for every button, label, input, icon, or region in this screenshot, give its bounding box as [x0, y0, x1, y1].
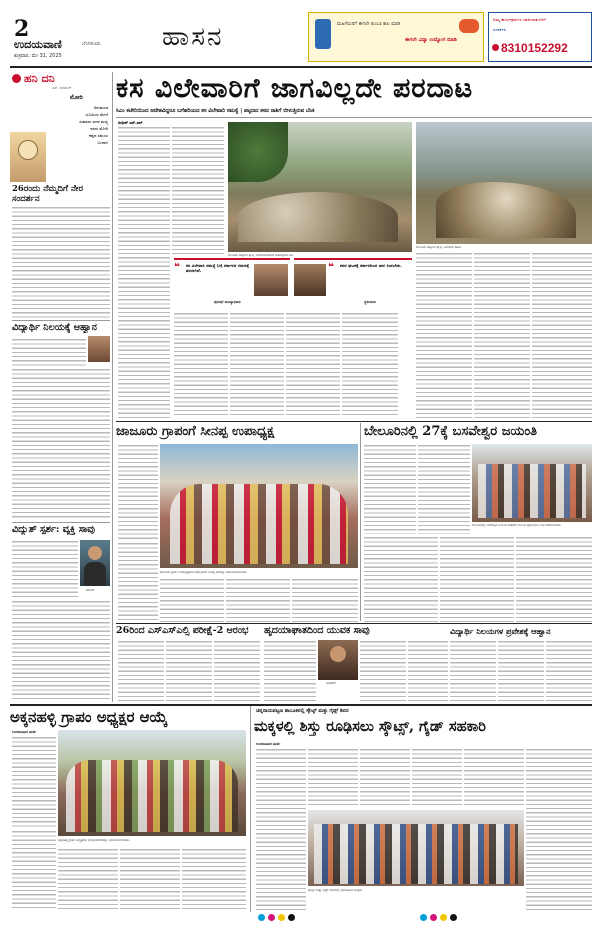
- quote-box-right: [294, 258, 412, 308]
- mid-story-1-body-b: [118, 542, 158, 622]
- lead-body-col-3: [118, 256, 170, 418]
- lead-body-col-9: [474, 252, 530, 418]
- rule: [12, 320, 110, 321]
- masthead-rule: [10, 66, 592, 68]
- bottom-story-2-body-a: [256, 748, 306, 910]
- mid-divider: [360, 423, 361, 621]
- ad2-line-2: ಸಂಪರ್ಕಿಸಿ: [493, 27, 507, 32]
- lead-headline: ಕಸ ವಿಲೇವಾರಿಗೆ ಜಾಗವಿಲ್ಲದೇ ಪರದಾಟ: [116, 73, 474, 104]
- lead-body-col-5: [230, 312, 284, 418]
- person-icon: [88, 546, 102, 560]
- cartoon-face-icon: [18, 140, 38, 160]
- lead-body-col-1: [118, 126, 170, 254]
- person-icon: [330, 646, 346, 662]
- page-number: 2: [14, 16, 30, 42]
- side-story-2-body: [12, 338, 86, 366]
- date-line: ಶುಕ್ರವಾರ, ಮೇ 31, 2025: [14, 53, 62, 59]
- lead-photo-garbage: [228, 122, 412, 252]
- side-story-3-body-cont: [12, 600, 110, 700]
- mid-story-1-photo: [160, 444, 358, 568]
- lead-body-col-10: [532, 252, 592, 418]
- mid-story-3-headline: 26ರಿಂದ ಎಸ್ಎಸ್ಎಲ್ಸಿ ಪರೀಕ್ಷೆ-2 ಆರಂಭ: [116, 625, 249, 636]
- verse-line: ಕಷ್ಟದ ಸಮಯ: [89, 133, 108, 138]
- mid-story-5-body-c: [546, 640, 592, 702]
- left-col-divider: [112, 72, 113, 702]
- city: ಬೆಂಗಳೂರು: [82, 41, 101, 47]
- bottom-story-2-body-c: [360, 748, 410, 808]
- lead-body-col-8: [416, 252, 472, 418]
- columnist-cartoon: [10, 132, 46, 182]
- quote-left-text: ಕಸ ವಿಲೇವಾರಿ ಸಮಸ್ಯೆ ಬಗ್ಗೆ ಸರ್ಕಾರದ ಗಮನಕ್ಕೆ ತರಲಾಗಿದೆ.: [186, 263, 249, 274]
- mid-story-1-body-d: [226, 578, 290, 622]
- mid-story-1-body-c: [160, 578, 224, 622]
- gathering-group: [66, 760, 238, 832]
- mid-story-2-body-e: [516, 536, 592, 622]
- quote-left-photo: [254, 264, 288, 296]
- mid-story-2-body-d: [440, 536, 514, 622]
- lead-photo-caption: ಬೇಲೂರು ಪಟ್ಟಣದ ತ್ಯಾಜ್ಯ ವಿಲೇವಾರಿಯಾಗದೆ ರಾಶಿಗಟ್ಟಿರುವ ಕಸ.: [228, 253, 294, 257]
- verse-line: ಭೂಮಿಯ ಮೇಲೆ: [85, 112, 108, 117]
- mid-story-2-caption: ಬೇಲೂರಿನಲ್ಲಿ ಬಸವೇಶ್ವರ ಜಯಂತಿ ಆಚರಣೆ ಸಂಬಂಧ ಪೂರ್ವಭಾವಿ ಸಭೆ ನಡೆಸಲಾಯಿತು.: [472, 523, 562, 527]
- verse-line: ಇರದು ಮೋರಿ: [89, 126, 108, 131]
- lead-body-col-7: [342, 312, 398, 418]
- mid-bottom-rule: [116, 623, 592, 624]
- registration-dot: [440, 914, 447, 921]
- mid-story-1-headline: ಜಾಜೂರು ಗ್ರಾಪಂಗೆ ಸೀನಪ್ಪ ಉಪಾಧ್ಯಕ್ಷ: [116, 424, 275, 439]
- bottom-divider: [250, 706, 251, 912]
- bottom-story-1-body-e: [182, 848, 246, 910]
- mid-story-3-body-c: [214, 640, 260, 702]
- bottom-story-1-body-d: [120, 848, 180, 910]
- ad-phone-icon: [315, 19, 331, 49]
- bottom-byline-1: ಉದಯವಾಣಿ ವಾರ್ತೆ: [12, 730, 37, 734]
- bottom-story-1-photo: [58, 730, 246, 836]
- person-body-icon: [84, 562, 106, 586]
- registration-dot: [420, 914, 427, 921]
- quote-icon: ❝: [174, 262, 180, 273]
- mid-story-1-body-e: [292, 578, 358, 622]
- bottom-story-1-caption: ಅಕ್ಕನಹಳ್ಳಿ ಗ್ರಾಪಂ ಅಧ್ಯಕ್ಷರಾಗಿ ಆಯ್ಕೆಯಾದವರನ್ನು ಅಭಿನಂದಿಸಲಾಯಿತು.: [58, 838, 131, 842]
- hani-dani-logo: ಹನಿ ದನಿ: [24, 72, 55, 85]
- mid-story-3-body-a: [118, 640, 164, 702]
- bottom-story-2-body-e: [464, 748, 524, 808]
- rule: [116, 117, 592, 118]
- hani-dani-logo-icon: [12, 74, 21, 83]
- verse-line: ಸುಮಾರು ಐದರ ಮಧ್ಯ: [79, 119, 108, 124]
- side-story-3-caption: ರಮೇಶ್: [86, 588, 95, 592]
- lead-body-col-2: [172, 126, 224, 254]
- side-story-2-body-cont: [12, 368, 110, 520]
- side-story-3-photo: [80, 540, 110, 586]
- side-story-1-headline: 26ರಂದು ನೆಮ್ಮದಿಗೆ ನೇರ ಸಂದರ್ಶನ: [12, 184, 83, 204]
- masthead: [0, 0, 600, 76]
- mid-story-4-body-b: [360, 640, 406, 702]
- ad-line-2: ಈಗಲೇ ವಿದ್ಯಾ ಉದ್ಯೋಗ ಮಾಡಿ: [405, 37, 457, 43]
- side-story-2-photo: [88, 336, 110, 362]
- registration-dot: [430, 914, 437, 921]
- bottom-story-2-caption: ಸ್ಕೌಟ್ಸ್ ಮತ್ತು ಗೈಡ್ಸ್ ಶಿಬಿರದಲ್ಲಿ ಭಾಗವಹಿಸಿದ ಮಕ್ಕಳು.: [308, 888, 363, 892]
- scouts-group: [314, 824, 518, 884]
- top-ad-contact[interactable]: [488, 12, 592, 62]
- registration-dot: [288, 914, 295, 921]
- quote-box-left: [174, 258, 290, 308]
- bottom-story-1-headline: ಅಕ್ಕನಹಳ್ಳಿ ಗ್ರಾಪಂ ಅಧ್ಯಕ್ಷರ ಆಯ್ಕೆ: [10, 708, 168, 726]
- bottom-story-1-body-b: [12, 830, 56, 910]
- ad-fruit-icon: [459, 19, 479, 33]
- bottom-story-2-body-b: [308, 748, 358, 808]
- top-ad-jobs[interactable]: [308, 12, 484, 62]
- column-byline: ಎಸ್. ಪರಮೇಶ್: [52, 86, 72, 90]
- bottom-story-2-photo: [308, 810, 524, 886]
- mid-story-2-headline: ಬೇಲೂರಿನಲ್ಲಿ 27ಕ್ಕೆ ಬಸವೇಶ್ವರ ಜಯಂತಿ: [364, 424, 538, 439]
- column-verse: [46, 104, 108, 146]
- right-photo-caption: ಬೇಲೂರು ಪಟ್ಟಣದ ತ್ಯಾಜ್ಯ ವಿಲೇವಾರಿ ಘಟಕ.: [416, 245, 462, 249]
- quote-right-attrib: ಸ್ಥಳೀಯರು: [364, 300, 377, 304]
- crowd-group: [170, 484, 348, 564]
- mid-story-2-body-b: [418, 444, 470, 534]
- rule: [12, 522, 110, 523]
- quote-icon: ❝: [328, 262, 334, 273]
- lead-photo-right: [416, 122, 592, 244]
- bottom-story-2-body-d: [412, 748, 462, 808]
- mid-story-5-body-b: [498, 640, 544, 702]
- waste-heap: [436, 182, 576, 238]
- mid-story-4-headline: ಹೃದಯಾಘಾತದಿಂದ ಯುವಕ ಸಾವು: [264, 625, 370, 636]
- mid-story-2-photo: [472, 444, 592, 522]
- registration-dot: [450, 914, 457, 921]
- garbage-pile: [238, 192, 398, 242]
- quote-right-text: ಕಸದ ಘಟಕಕ್ಕೆ ಸರ್ಕಾರದಿಂದ ಜಾಗ ನೀಡಬೇಕು.: [340, 263, 402, 268]
- verse-line: ಬಂದಾಗ: [97, 140, 108, 145]
- registration-dot: [268, 914, 275, 921]
- mid-story-3-body-b: [166, 640, 212, 702]
- ad2-line-1: ನಿಮ್ಮ ಕಾರ್ಯಕ್ರಮಗಳ ಜಾಹೀರಾತುಗಳಿಗೆ: [493, 17, 546, 22]
- meeting-group: [478, 464, 586, 518]
- mid-story-4-body-a: [264, 640, 316, 702]
- bottom-story-2-kicker: ಚನ್ನರಾಯಪಟ್ಟಣ ತಾಲೂಕಿನಲ್ಲಿ ಸ್ಕೌಟ್ಸ್ ಮತ್ತು ಗೈಡ್ಸ್ ಶಿಬಿರ: [256, 708, 349, 714]
- side-story-3-body: [12, 540, 78, 598]
- ad2-phone: 8310152292: [501, 41, 568, 55]
- mid-story-4-body-c: [408, 640, 448, 702]
- registration-dot: [258, 914, 265, 921]
- lead-bottom-rule: [116, 421, 592, 422]
- bottom-story-2-headline: ಮಕ್ಕಳಲ್ಲಿ ಶಿಸ್ತು ರೂಢಿಸಲು ಸ್ಕೌಟ್ಸ್, ಗೈಡ್ ಸಹಕಾರಿ: [254, 718, 486, 735]
- quote-right-photo: [294, 264, 326, 296]
- mid-story-2-body-a: [364, 444, 416, 534]
- lead-subheadline: ಸಿಎಂ ಕಚೇರಿಯಿಂದ ಆದೇಶವಿದ್ದರೂ ಬಗೆಹರಿಯದ ಕಸ ವಿಲೇವಾರಿ ಸಮಸ್ಯೆ | ಪಟ್ಟಣದ ಕಸದ ರಾಶಿಗೆ ಬೀಳುತ್ತಿರುವ ಬೆಂಕಿ: [116, 108, 315, 114]
- mid-story-2-body-c: [364, 536, 438, 622]
- side-story-3-headline: ವಿದ್ಯುತ್ ಸ್ಪರ್ಶ: ವ್ಯಕ್ತಿ ಸಾವು: [12, 524, 95, 535]
- lead-byline: ಸುಧೀರ್ ಎಸ್.ಎಲ್: [118, 120, 143, 125]
- verse-line: ಅನುಮಂಡ: [93, 105, 108, 110]
- mid-story-4-photo: [318, 640, 358, 680]
- ad-line-1: ಮಹಿಳೆಯರಿಗೆ ಈಗಲೇ ತುಂಬಾ ಕಾಲ ಮಾಡಿ: [337, 22, 401, 27]
- tree-left: [228, 122, 288, 182]
- column-title: ಮೋರಿ: [70, 94, 83, 101]
- side-story-1-body: [12, 206, 110, 318]
- bottom-story-1-body-a: [12, 736, 56, 828]
- phone-icon: [492, 44, 499, 51]
- mid-story-5-headline: ವಿದ್ಯಾರ್ಥಿ ನಿಲಯಗಳ ಪ್ರವೇಶಕ್ಕೆ ಆಹ್ವಾನ: [450, 626, 551, 636]
- bottom-byline-2: ಉದಯವಾಣಿ ವಾರ್ತೆ: [256, 742, 281, 746]
- side-story-2-headline: ವಿದ್ಯಾರ್ಥಿ ನಿಲಯಕ್ಕೆ ಆಹ್ವಾನ: [12, 322, 97, 333]
- mid-story-4-caption: ಅಭಿಷೇಕ್: [326, 681, 336, 685]
- mid-story-5-body-a: [450, 640, 496, 702]
- hani-dani-box: [10, 72, 110, 182]
- bottom-story-1-body-c: [58, 848, 118, 910]
- bottom-story-2-body-f: [526, 748, 592, 910]
- lead-body-col-4: [174, 312, 228, 418]
- paper-name: ಉದಯವಾಣಿ: [14, 38, 62, 51]
- section-title: ಹಾಸನ: [162, 22, 224, 52]
- mid-story-1-caption: ಜಾಜೂರು ಗ್ರಾಪಂ ಉಪಾಧ್ಯಕ್ಷರಾಗಿ ಆಯ್ಕೆಯಾದ ಸೀನಪ್ಪ ಅವರನ್ನು ಅಭಿನಂದಿಸಲಾಯಿತು.: [160, 570, 248, 574]
- quote-left-attrib: ಪುರಸಭೆ ಮುಖ್ಯಾಧಿಕಾರಿ: [214, 300, 241, 304]
- lead-body-col-6: [286, 312, 340, 418]
- registration-dot: [278, 914, 285, 921]
- mid-story-1-body-a: [118, 444, 158, 540]
